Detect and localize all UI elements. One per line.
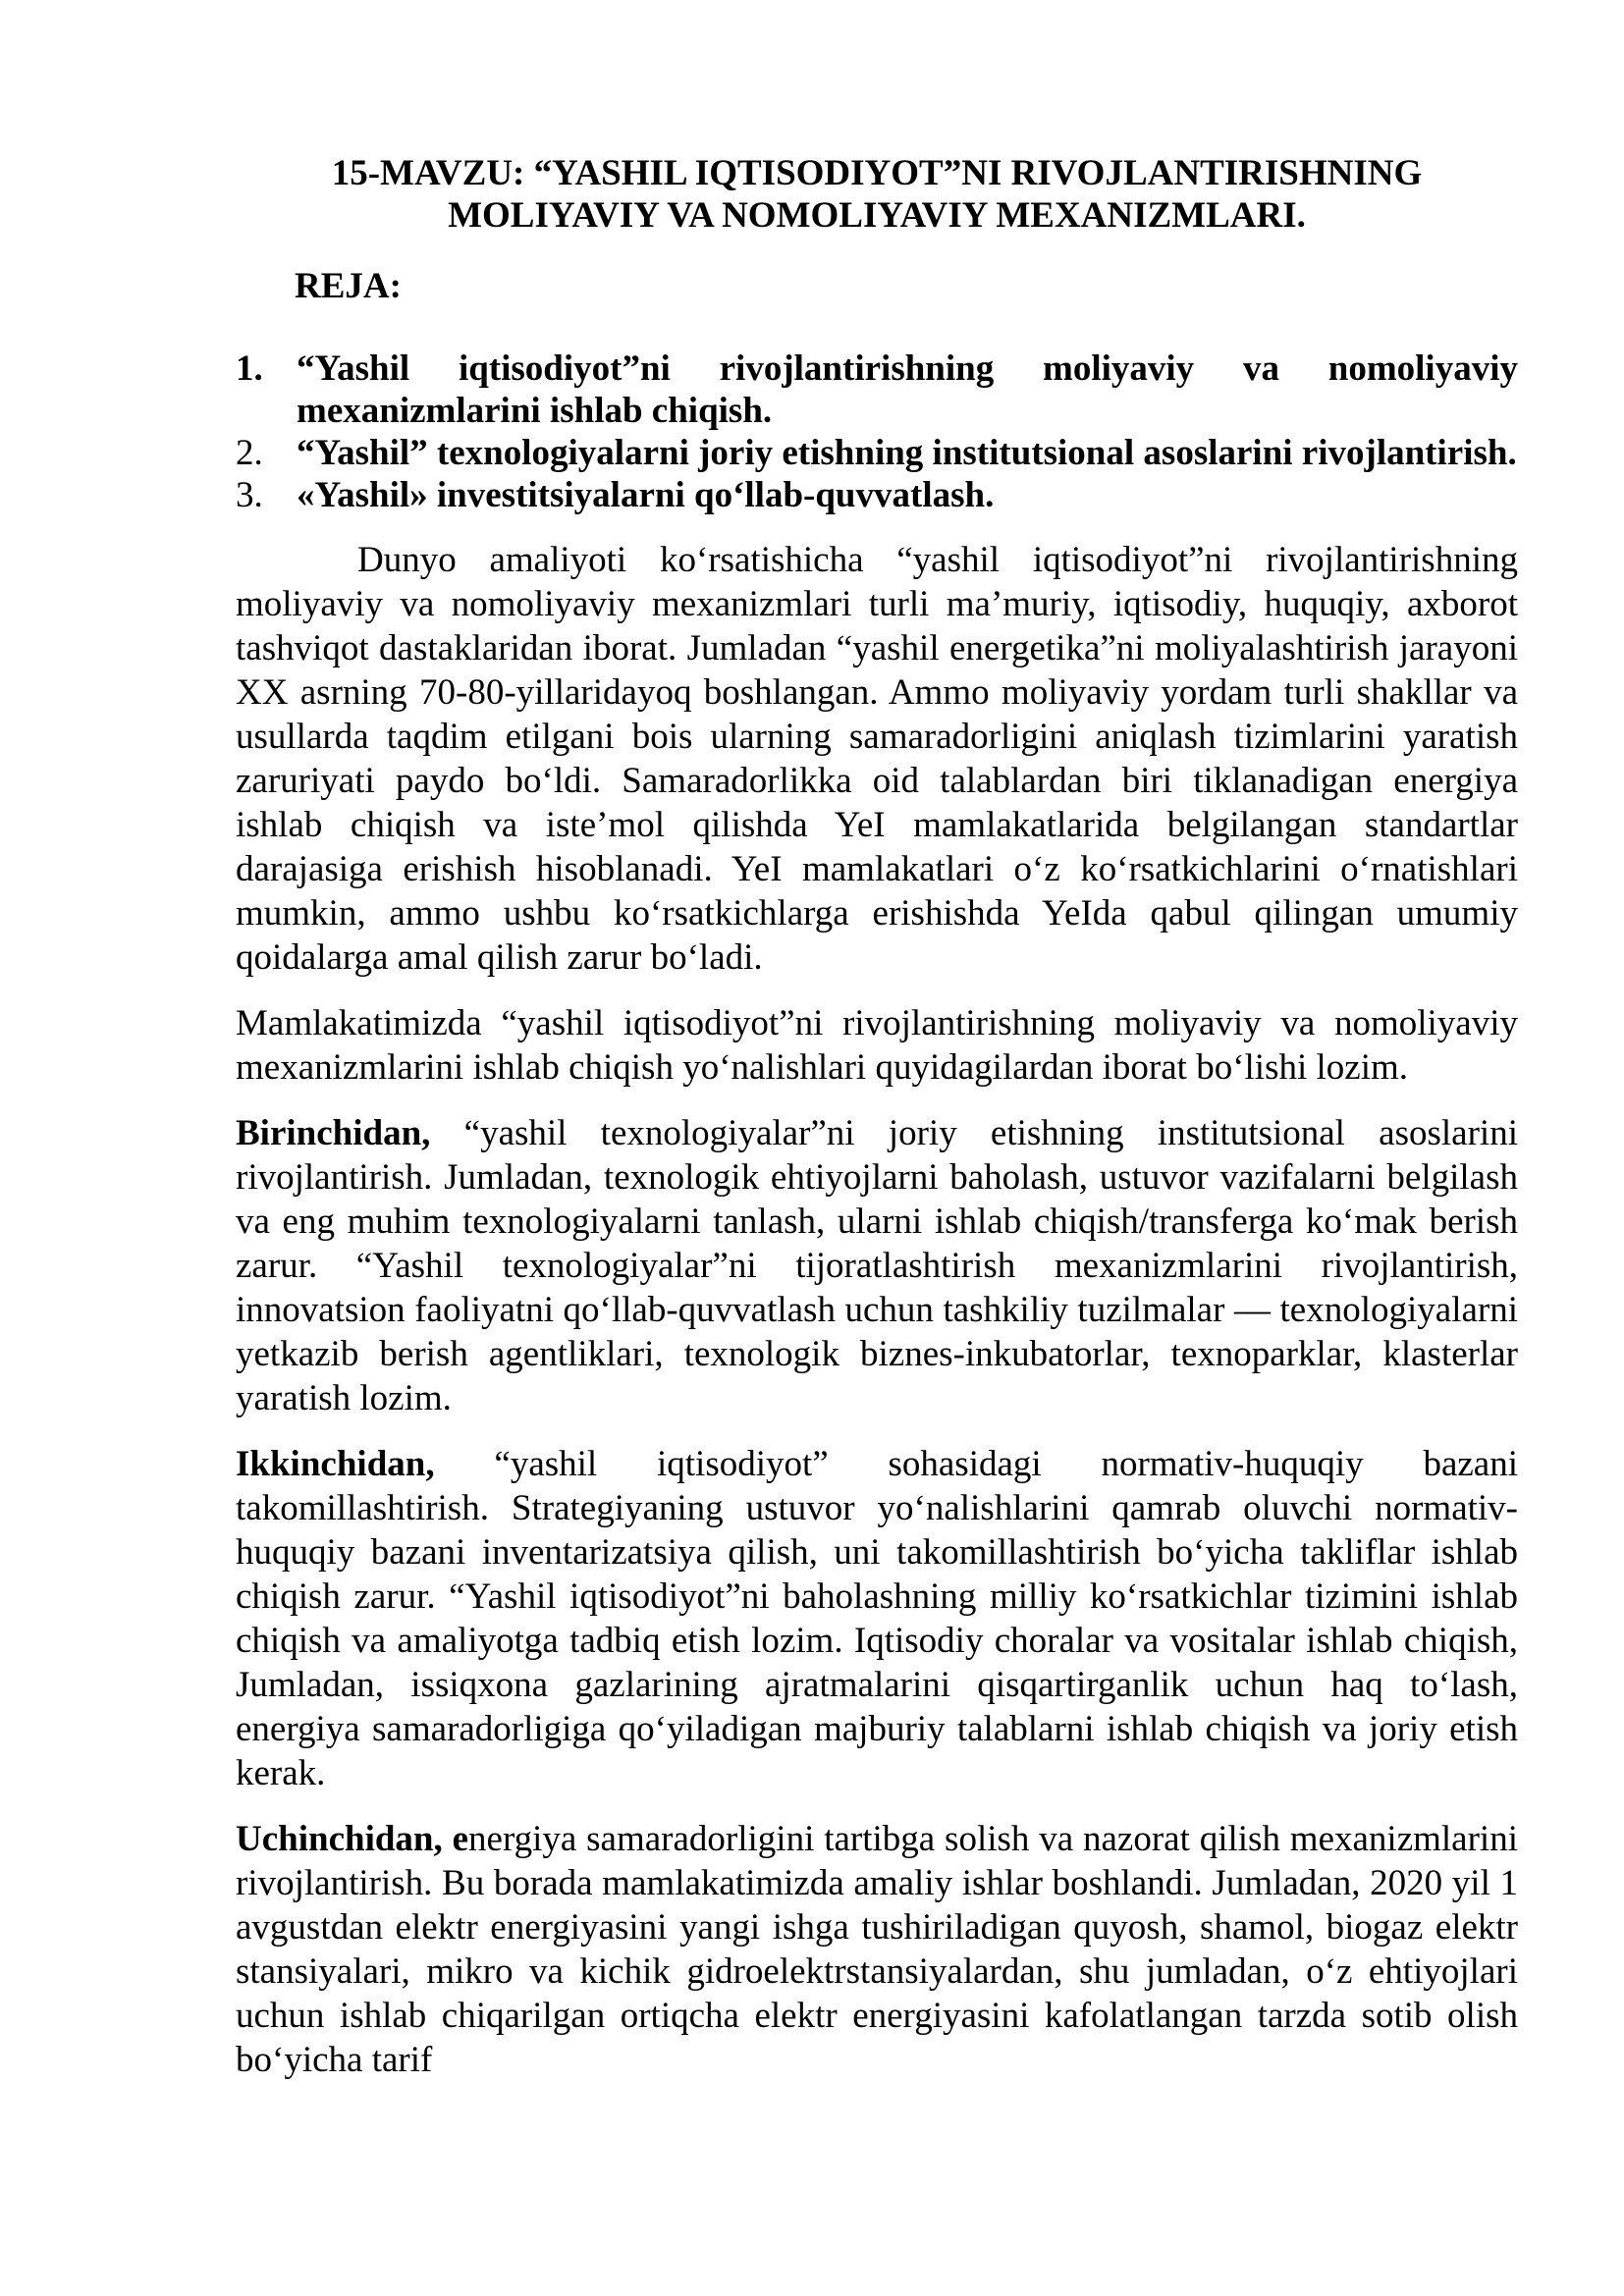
paragraph-first-lead: Birinchidan, xyxy=(236,1113,431,1153)
plan-item xyxy=(236,432,1518,474)
paragraph-intro xyxy=(236,538,1518,980)
paragraph-second xyxy=(236,1442,1518,1795)
plan-item-text: “Yashil iqtisodiyot”ni rivojlantirishning moliyaviy va nomoliyaviy mexanizmlarini ishlab chiqish. xyxy=(297,348,1518,431)
plan-item-number: 3. xyxy=(236,475,263,515)
plan-list xyxy=(236,347,1518,516)
paragraph-third-text: nergiya samaradorligini tartibga solish va nazorat qilish mexanizmlarini rivojlantirish. Bu borada mamlakatimizda amaliy ishlar boshlandi. Jumladan, 2020 yil 1 avgustdan elektr energiyasini yangi ishga tushiriladigan quyosh, shamol, biogaz elektr stansiyalari, mikro va kichik gidroelektrstansiyalardan, shu jumladan, o‘z ehtiyojlari uchun ishlab chiqarilgan ortiqcha elektr energiyasini kafolatlangan tarzda sotib olish bo‘yicha tarif xyxy=(236,1819,1518,2080)
plan-item-text: «Yashil» investitsiyalarni qo‘llab-quvvatlash. xyxy=(297,475,995,515)
paragraph-second-lead: Ikkinchidan, xyxy=(236,1444,435,1484)
plan-heading: REJA: xyxy=(295,266,402,306)
title-line-1: 15-MAVZU: “YASHIL IQTISODIYOT”NI RIVOJLANTIRISHNING xyxy=(331,153,1423,193)
page-title xyxy=(236,152,1518,237)
plan-item-text: “Yashil” texnologiyalarni joriy etishning institutsional asoslarini rivojlantirish. xyxy=(297,433,1517,473)
paragraph-first xyxy=(236,1111,1518,1420)
plan-item-number: 1. xyxy=(236,348,263,389)
paragraph-second-text: “yashil iqtisodiyot” sohasidagi normativ-huquqiy bazani takomillashtirish. Strategiyaning ustuvor yo‘nalishlarini qamrab oluvchi normativ-huquqiy bazani inventarizatsiya qilish, uni takomillashtirish bo‘yicha takliflar ishlab chiqish zarur. “Yashil iqtisodiyot”ni baholashning milliy ko‘rsatkichlar tizimini ishlab chiqish va amaliyotga tadbiq etish lozim. Iqtisodiy choralar va vositalar ishlab chiqish, Jumladan, issiqxona gazlarining ajratmalarini qisqartirganlik uchun haq to‘lash, energiya samaradorligiga qo‘yiladigan majburiy talablarni ishlab chiqish va joriy etish kerak. xyxy=(236,1444,1518,1793)
paragraph-intro-text: Dunyo amaliyoti ko‘rsatishicha “yashil iqtisodiyot”ni rivojlantirishning moliyaviy va nomoliyaviy mexanizmlari turli ma’muriy, iqtisodiy, huquqiy, axborot tashviqot dastaklaridan iborat. Jumladan “yashil energetika”ni moliyalashtirish jarayoni XX asrning 70-80-yillaridayoq boshlangan. Ammo moliyaviy yordam turli shakllar va usullarda taqdim etilgani bois ularning samaradorligini aniqlash tizimlarini yaratish zaruriyati paydo bo‘ldi. Samaradorlikka oid talablardan biri tiklanadigan energiya ishlab chiqish va iste’mol qilishda YeI mamlakatlarida belgilangan standartlar darajasiga erishish hisoblanadi. YeI mamlakatlari o‘z ko‘rsatkichlarini o‘rnatishlari mumkin, ammo ushbu ko‘rsatkichlarga erishishda YeIda qabul qilingan umumiy qoidalarga amal qilish zarur bo‘ladi. xyxy=(236,540,1518,978)
plan-item xyxy=(236,474,1518,516)
document-page xyxy=(236,152,1518,2082)
plan-item xyxy=(236,347,1518,432)
paragraph-directions xyxy=(236,1001,1518,1090)
paragraph-third-lead: Uchinchidan, e xyxy=(236,1819,469,1859)
plan-item-number: 2. xyxy=(236,433,263,473)
paragraph-first-text: “yashil texnologiyalar”ni joriy etishning institutsional asoslarini rivojlantirish. Jumladan, texnologik ehtiyojlarni baholash, ustuvor vazifalarni belgilash va eng muhim texnologiyalarni tanlash, ularni ishlab chiqish/transferga ko‘mak berish zarur. “Yashil texnologiyalar”ni tijoratlashtirish mexanizmlarini rivojlantirish, innovatsion faoliyatni qo‘llab-quvvatlash uchun tashkiliy tuzilmalar — texnologiyalarni yetkazib berish agentliklari, texnologik biznes-inkubatorlar, texnoparklar, klasterlar yaratish lozim. xyxy=(236,1113,1518,1418)
title-line-2: MOLIYAVIY VA NOMOLIYAVIY MEXANIZMLARI. xyxy=(448,195,1306,236)
paragraph-third xyxy=(236,1817,1518,2082)
paragraph-directions-text: Mamlakatimizda “yashil iqtisodiyot”ni rivojlantirishning moliyaviy va nomoliyaviy mexanizmlarini ishlab chiqish yo‘nalishlari quyidagilardan iborat bo‘lishi lozim. xyxy=(236,1003,1518,1088)
